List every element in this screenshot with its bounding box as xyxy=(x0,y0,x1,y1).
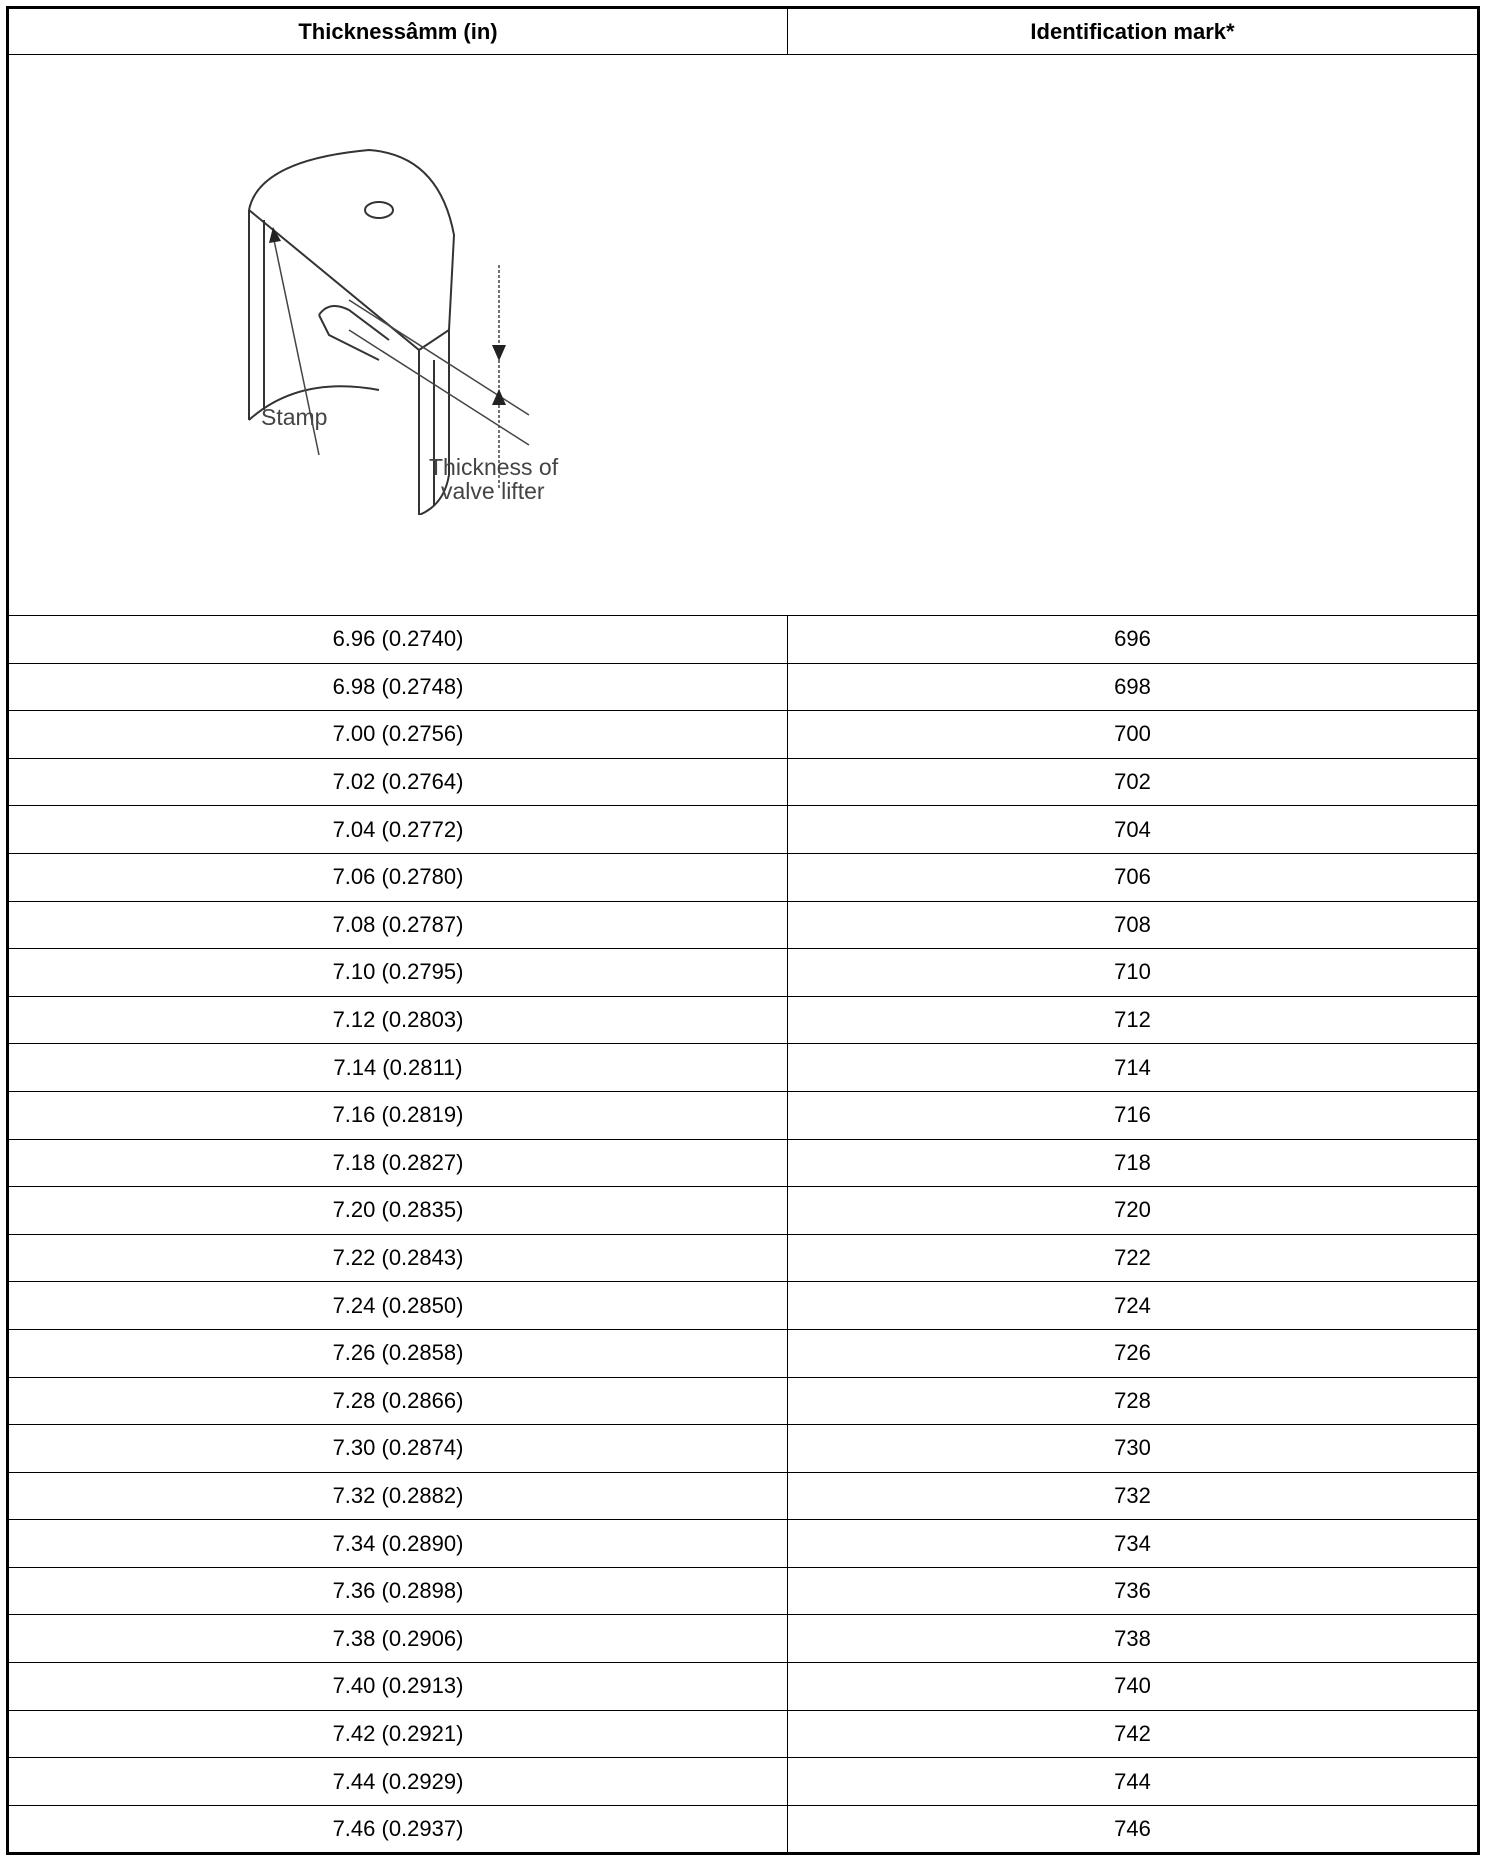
header-row xyxy=(8,8,1479,55)
table-row xyxy=(8,1710,1479,1758)
thickness-cell: 7.04 (0.2772) xyxy=(8,806,788,854)
table-row xyxy=(8,1329,1479,1377)
header-identification-mark: Identification mark* xyxy=(788,8,1479,55)
thickness-cell: 7.16 (0.2819) xyxy=(8,1091,788,1139)
table-row xyxy=(8,1234,1479,1282)
table-row xyxy=(8,853,1479,901)
thickness-cell: 7.42 (0.2921) xyxy=(8,1710,788,1758)
identification-mark-cell: 700 xyxy=(788,711,1479,759)
thickness-cell: 7.18 (0.2827) xyxy=(8,1139,788,1187)
identification-mark-cell: 738 xyxy=(788,1615,1479,1663)
table-row xyxy=(8,1520,1479,1568)
identification-mark-cell: 728 xyxy=(788,1377,1479,1425)
table-row xyxy=(8,1139,1479,1187)
thickness-cell: 7.30 (0.2874) xyxy=(8,1425,788,1473)
table-row xyxy=(8,1091,1479,1139)
thickness-cell: 7.08 (0.2787) xyxy=(8,901,788,949)
thickness-cell: 7.28 (0.2866) xyxy=(8,1377,788,1425)
identification-mark-cell: 740 xyxy=(788,1663,1479,1711)
identification-mark-cell: 708 xyxy=(788,901,1479,949)
thickness-cell: 7.06 (0.2780) xyxy=(8,853,788,901)
table-row xyxy=(8,1472,1479,1520)
identification-mark-cell: 714 xyxy=(788,1044,1479,1092)
thickness-cell: 7.26 (0.2858) xyxy=(8,1329,788,1377)
identification-mark-cell: 734 xyxy=(788,1520,1479,1568)
identification-mark-cell: 702 xyxy=(788,758,1479,806)
table-row xyxy=(8,806,1479,854)
thickness-cell: 7.40 (0.2913) xyxy=(8,1663,788,1711)
figure-cell xyxy=(8,55,1479,616)
thickness-cell: 7.44 (0.2929) xyxy=(8,1758,788,1806)
identification-mark-cell: 726 xyxy=(788,1329,1479,1377)
identification-mark-cell: 722 xyxy=(788,1234,1479,1282)
table-row xyxy=(8,1187,1479,1235)
identification-mark-cell: 742 xyxy=(788,1710,1479,1758)
identification-mark-cell: 732 xyxy=(788,1472,1479,1520)
thickness-cell: 7.24 (0.2850) xyxy=(8,1282,788,1330)
identification-mark-cell: 744 xyxy=(788,1758,1479,1806)
identification-mark-cell: 718 xyxy=(788,1139,1479,1187)
thickness-cell: 7.32 (0.2882) xyxy=(8,1472,788,1520)
valve-lifter-thickness-table xyxy=(6,6,1480,1855)
thickness-label-line2: valve lifter xyxy=(441,478,545,504)
identification-mark-cell: 736 xyxy=(788,1567,1479,1615)
thickness-cell: 7.36 (0.2898) xyxy=(8,1567,788,1615)
thickness-cell: 7.10 (0.2795) xyxy=(8,949,788,997)
table-row xyxy=(8,711,1479,759)
table-row xyxy=(8,1044,1479,1092)
identification-mark-cell: 712 xyxy=(788,996,1479,1044)
thickness-label-line1: Thickness of xyxy=(429,454,559,480)
thickness-cell: 6.98 (0.2748) xyxy=(8,663,788,711)
identification-mark-cell: 724 xyxy=(788,1282,1479,1330)
identification-mark-cell: 720 xyxy=(788,1187,1479,1235)
thickness-cell: 7.00 (0.2756) xyxy=(8,711,788,759)
thickness-cell: 7.34 (0.2890) xyxy=(8,1520,788,1568)
thickness-cell: 7.14 (0.2811) xyxy=(8,1044,788,1092)
stamp-label: Stamp xyxy=(261,404,328,430)
thickness-cell: 7.38 (0.2906) xyxy=(8,1615,788,1663)
identification-mark-cell: 704 xyxy=(788,806,1479,854)
valve-lifter-diagram xyxy=(239,115,619,515)
table-row xyxy=(8,616,1479,664)
thickness-cell: 7.46 (0.2937) xyxy=(8,1805,788,1854)
identification-mark-cell: 730 xyxy=(788,1425,1479,1473)
header-thickness: Thicknessâmm (in) xyxy=(8,8,788,55)
identification-mark-cell: 716 xyxy=(788,1091,1479,1139)
table-row xyxy=(8,1758,1479,1806)
table-row xyxy=(8,1663,1479,1711)
table-row xyxy=(8,1425,1479,1473)
thickness-cell: 7.22 (0.2843) xyxy=(8,1234,788,1282)
table-row xyxy=(8,1615,1479,1663)
table-row xyxy=(8,758,1479,806)
table-row xyxy=(8,1567,1479,1615)
identification-mark-cell: 710 xyxy=(788,949,1479,997)
table-row xyxy=(8,1377,1479,1425)
figure-row xyxy=(8,55,1479,616)
table-row xyxy=(8,996,1479,1044)
table-row xyxy=(8,901,1479,949)
identification-mark-cell: 698 xyxy=(788,663,1479,711)
table-row xyxy=(8,663,1479,711)
identification-mark-cell: 706 xyxy=(788,853,1479,901)
thickness-cell: 7.12 (0.2803) xyxy=(8,996,788,1044)
table-row xyxy=(8,949,1479,997)
thickness-cell: 7.20 (0.2835) xyxy=(8,1187,788,1235)
thickness-cell: 7.02 (0.2764) xyxy=(8,758,788,806)
table-row xyxy=(8,1282,1479,1330)
table-row xyxy=(8,1805,1479,1854)
identification-mark-cell: 746 xyxy=(788,1805,1479,1854)
identification-mark-cell: 696 xyxy=(788,616,1479,664)
thickness-cell: 6.96 (0.2740) xyxy=(8,616,788,664)
